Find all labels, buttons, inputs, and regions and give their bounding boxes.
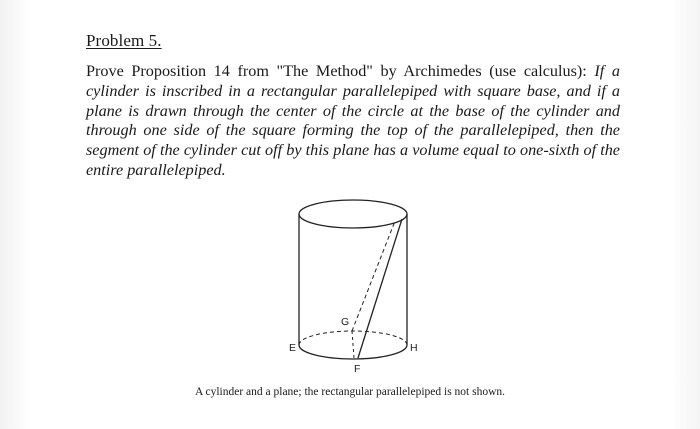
point-e-label: E	[289, 342, 297, 354]
problem-statement: If a cylinder is inscribed in a rectangular parallelepiped with square base, and if a plane is drawn through the center of the circle at the base of the cylinder and through one side of the square forming the top of the parallelepiped, then the segment of the cylinder cut off by this plane has a volume equal to one-sixth of the entire parallelepiped.	[86, 62, 621, 179]
problem-heading: Problem 5.	[86, 31, 162, 50]
cylinder-figure	[270, 192, 430, 372]
cylinder-bottom-front-arc	[299, 345, 407, 359]
axis-segment-gf	[352, 331, 354, 358]
point-f-label: F	[354, 363, 361, 372]
cylinder-diagram	[270, 192, 430, 372]
problem-text	[86, 62, 620, 181]
point-g-label: G	[341, 316, 350, 328]
point-h-label: H	[410, 342, 418, 354]
plane-front-edge	[358, 219, 402, 358]
cylinder-top-ellipse	[299, 200, 407, 228]
plane-hidden-edge	[352, 221, 395, 331]
problem-lead: Prove Proposition 14 from "The Method" by Archimedes (use calculus):	[86, 62, 587, 80]
figure-caption: A cylinder and a plane; the rectangular parallelepiped is not shown.	[194, 386, 506, 398]
